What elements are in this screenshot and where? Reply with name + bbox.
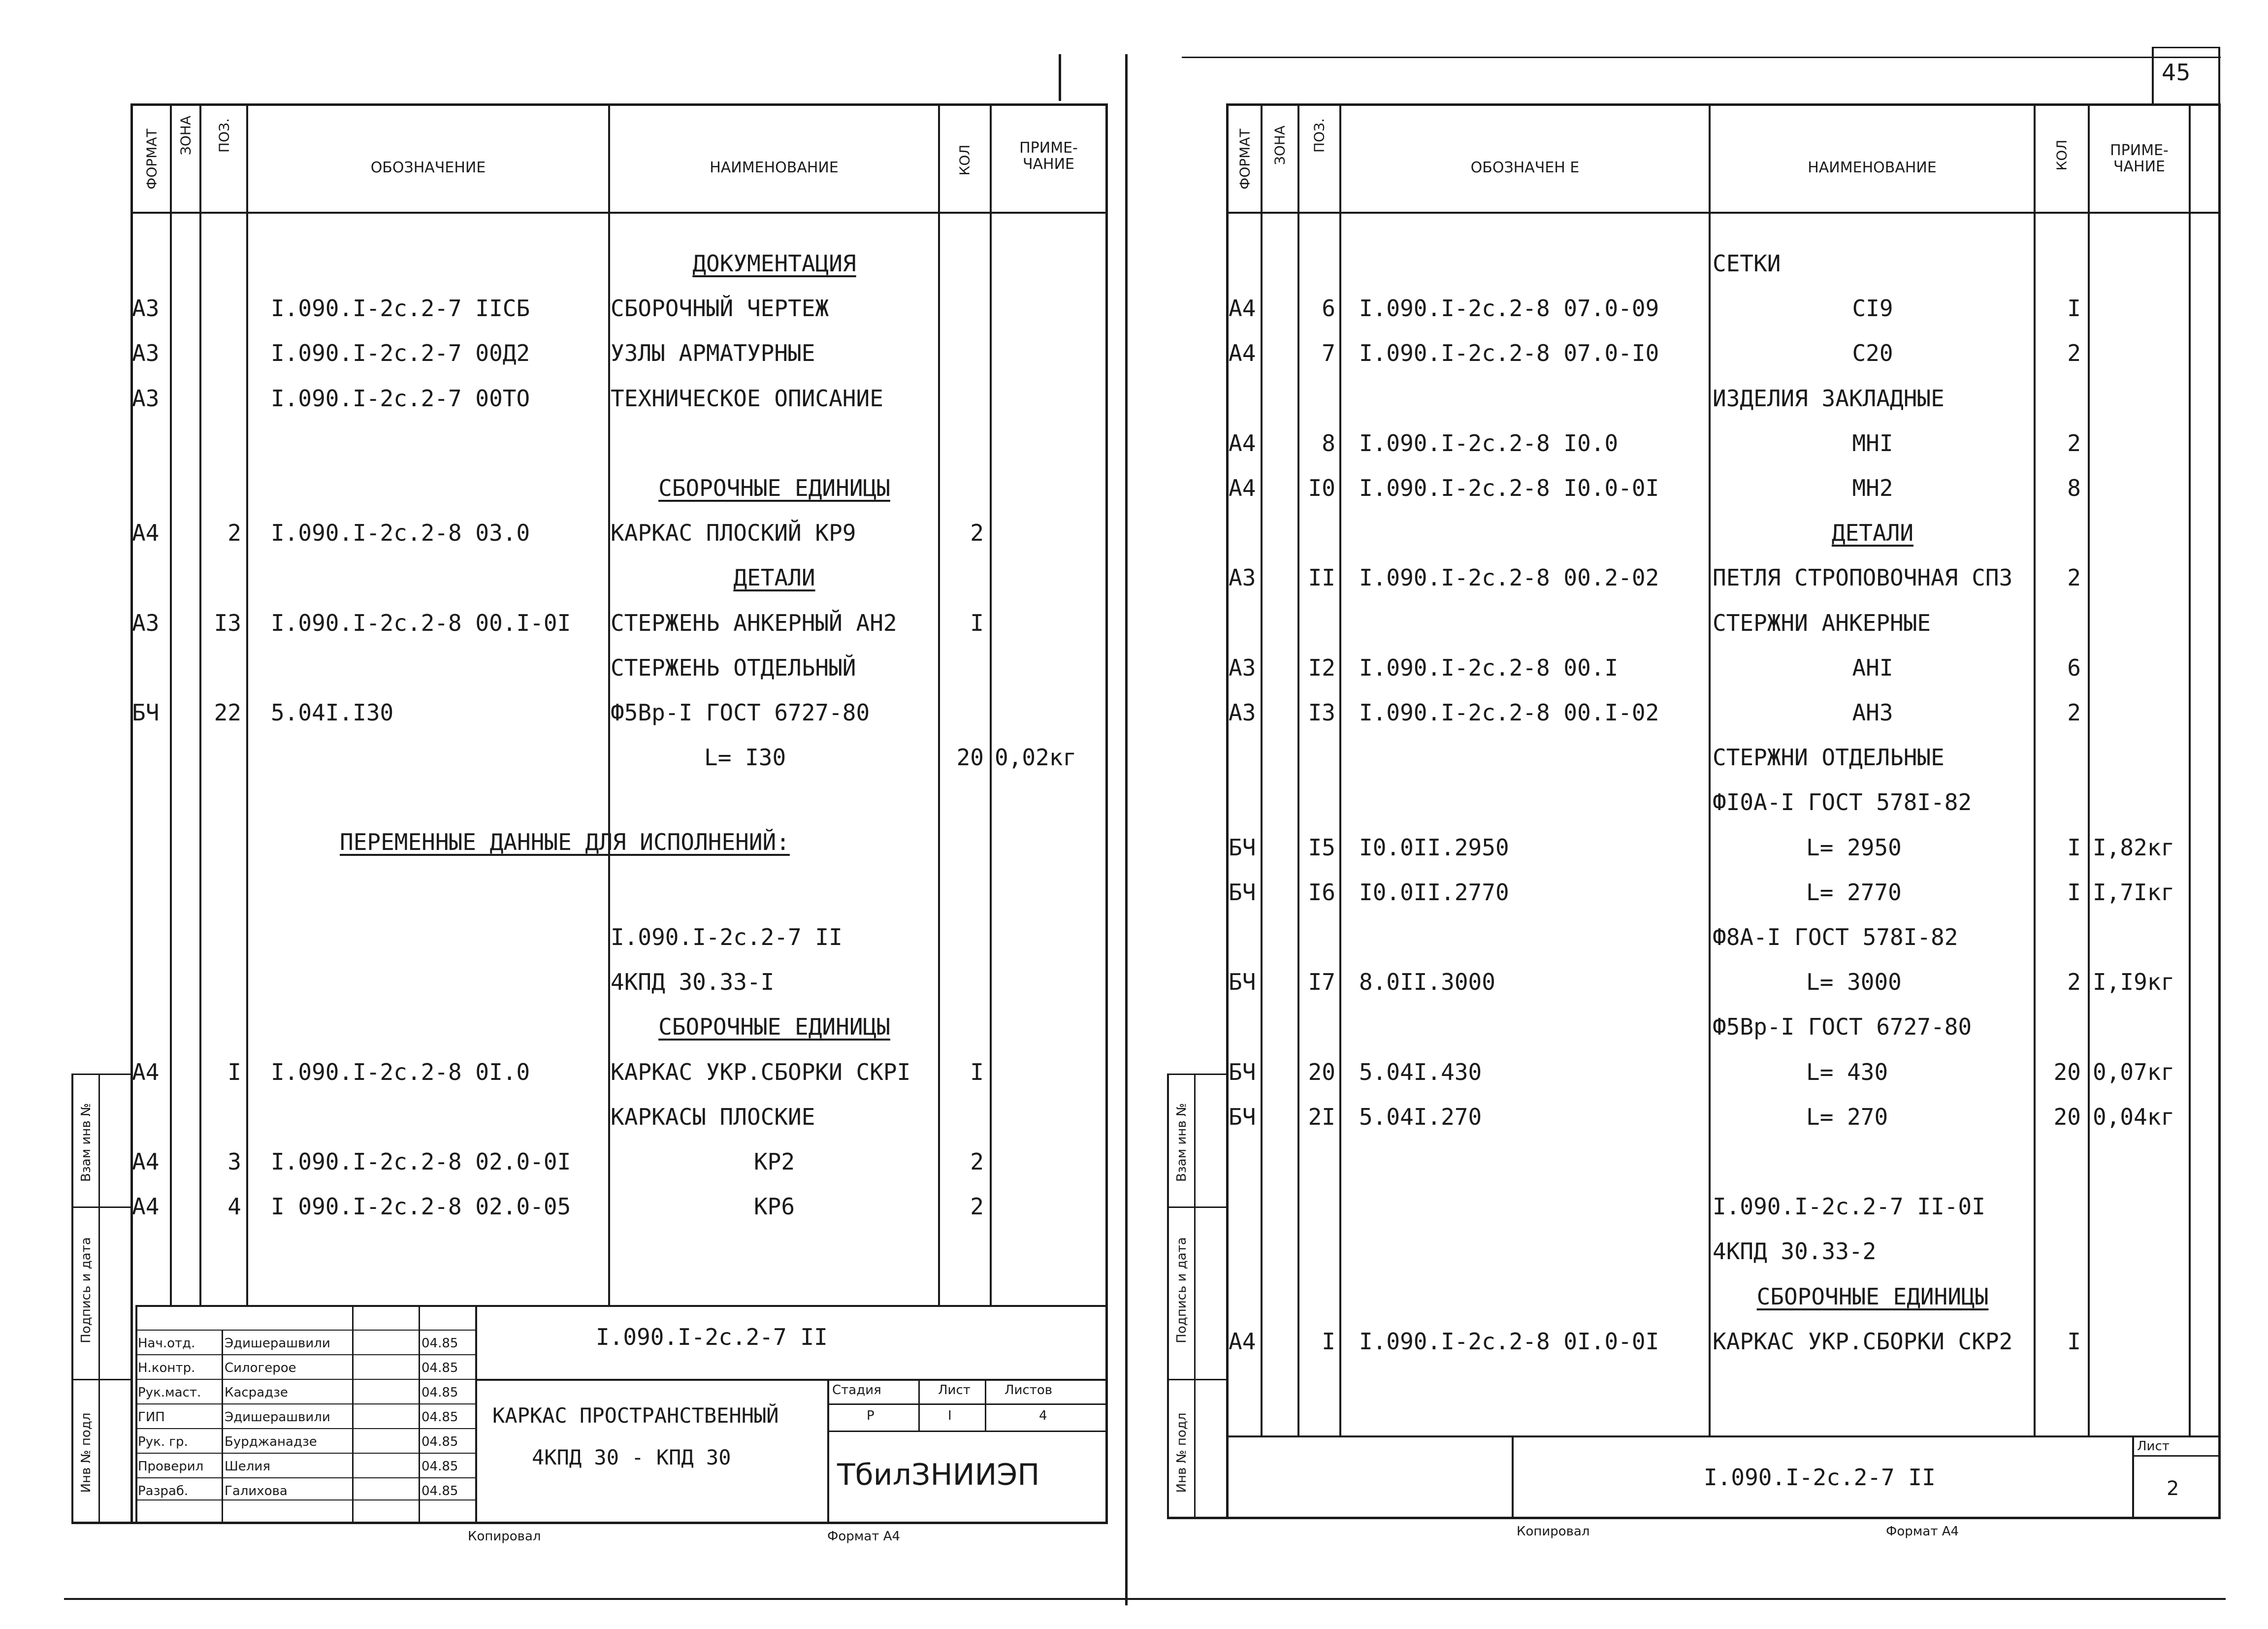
cell-qty: 8	[2067, 475, 2081, 501]
cell-name: 4КПД 30.33-I	[611, 969, 775, 996]
cell-note: 0,02кг	[995, 744, 1077, 771]
cell-designation: I 090.I-2c.2-8 02.0-05	[271, 1193, 571, 1220]
cell-designation: 5.04I.I30	[271, 699, 394, 726]
cell-name: L= I30	[704, 744, 786, 771]
cell-designation: I.090.I-2c.2-8 00.I-02	[1359, 699, 1659, 726]
cell-pos: I6	[1308, 879, 1335, 906]
cell-qty: 2	[970, 520, 984, 547]
cell-name: Ф5Вр-I ГОСТ 6727-80	[611, 699, 870, 726]
cell-name: СБОРОЧНЫЕ ЕДИНИЦЫ	[1756, 1283, 1989, 1310]
cell-designation: I.090.I-2c.2-8 I0.0-0I	[1359, 475, 1659, 501]
page-divider	[1125, 54, 1128, 1605]
cell-pos: I	[227, 1058, 241, 1085]
sheet-value: I	[948, 1408, 952, 1423]
cell-pos: 2	[227, 520, 241, 547]
cell-format: А4	[1229, 340, 1256, 367]
cell-name: 4КПД 30.33-2	[1713, 1238, 1877, 1265]
cell-pos: 6	[1322, 295, 1335, 322]
page-number: 45	[2162, 59, 2191, 86]
role-date: 04.85	[421, 1336, 458, 1351]
role-date: 04.85	[421, 1434, 458, 1449]
cell-pos: I	[1322, 1328, 1335, 1355]
cell-designation: 5.04I.270	[1359, 1103, 1482, 1130]
role-label: Рук.маст.	[138, 1385, 201, 1400]
cell-qty: 2	[2067, 969, 2081, 996]
cell-qty: 2	[2067, 564, 2081, 591]
stamp-podpis-r: Подпись и дата	[1174, 1237, 1189, 1343]
footer-copied-right: Копировал	[1517, 1524, 1590, 1539]
role-label: Рук. гр.	[138, 1434, 188, 1449]
cell-designation: I.090.I-2c.2-8 02.0-0I	[271, 1148, 571, 1175]
cell-name: СЕТКИ	[1713, 250, 1781, 277]
stamp-inv: Инв № подл	[79, 1412, 94, 1493]
cell-qty: I	[970, 1058, 984, 1085]
cell-name: ДЕТАЛИ	[733, 564, 815, 591]
cell-name: ДОКУМЕНТАЦИЯ	[692, 250, 856, 277]
cell-name: КАРКАС УКР.СБОРКИ СКРI	[611, 1058, 911, 1085]
cell-designation: I.090.I-2c.2-7 00Д2	[271, 340, 530, 367]
cell-designation: I.090.I-2c.2-8 07.0-I0	[1359, 340, 1659, 367]
cell-note: I,I9кг	[2093, 969, 2175, 996]
cell-qty: 2	[970, 1193, 984, 1220]
role-label: Разраб.	[138, 1484, 189, 1499]
cell-name: ИЗДЕЛИЯ ЗАКЛАДНЫЕ	[1713, 385, 1944, 412]
right-doc-code: I.090.I-2c.2-7 II	[1704, 1464, 1936, 1491]
cell-pos: I3	[1308, 699, 1335, 726]
header-note-r-1: ПРИМЕ-	[2110, 142, 2169, 159]
cell-format: А3	[132, 385, 160, 412]
role-name: Эдишерашвили	[225, 1336, 330, 1351]
cell-pos: 20	[1308, 1058, 1335, 1085]
variable-data-title: ПЕРЕМЕННЫЕ ДАННЫЕ ДЛЯ ИСПОЛНЕНИЙ:	[340, 829, 790, 855]
cell-qty: 2	[2067, 340, 2081, 367]
role-date: 04.85	[421, 1459, 458, 1474]
cell-designation: I.090.I-2c.2-8 00.I-0I	[271, 609, 571, 636]
cell-name: ДЕТАЛИ	[1831, 520, 1914, 547]
cell-designation: I.090.I-2c.2-8 00.I	[1359, 654, 1619, 681]
cell-format: БЧ	[1229, 1103, 1256, 1130]
cell-name: Ф5Вр-I ГОСТ 6727-80	[1713, 1013, 1972, 1041]
cell-format: А4	[1229, 429, 1256, 456]
cell-name: С20	[1852, 340, 1893, 367]
cell-qty: I	[2067, 834, 2081, 861]
cell-pos: 4	[227, 1193, 241, 1220]
stage-value: Р	[867, 1408, 875, 1423]
cell-pos: 3	[227, 1148, 241, 1175]
cell-name: СБОРОЧНЫЕ ЕДИНИЦЫ	[658, 1013, 890, 1041]
cell-pos: I3	[214, 609, 241, 636]
cell-format: БЧ	[132, 699, 160, 726]
cell-qty: 20	[2053, 1058, 2081, 1085]
role-name: Касрадзе	[225, 1385, 288, 1400]
header-designation-r: ОБОЗНАЧЕН Е	[1470, 159, 1580, 176]
cell-name: I.090.I-2c.2-7 II-0I	[1713, 1193, 1985, 1220]
cell-qty: 6	[2067, 654, 2081, 681]
cell-qty: I	[970, 609, 984, 636]
cell-name: КР2	[753, 1148, 795, 1175]
header-name: НАИМЕНОВАНИЕ	[710, 159, 839, 176]
cell-designation: I.090.I-2c.2-8 00.2-02	[1359, 564, 1659, 591]
cell-format: БЧ	[1229, 969, 1256, 996]
cell-name: ТЕХНИЧЕСКОЕ ОПИСАНИЕ	[611, 385, 883, 412]
cell-format: А3	[132, 609, 160, 636]
stamp-vzam: Взам инв №	[79, 1103, 94, 1182]
cell-name: АНI	[1852, 654, 1893, 681]
cell-format: А4	[132, 1058, 160, 1085]
header-note-1: ПРИМЕ-	[1019, 139, 1078, 157]
cell-format: А4	[1229, 1328, 1256, 1355]
cell-format: А4	[132, 520, 160, 547]
cell-format: А4	[132, 1193, 160, 1220]
cell-name: СI9	[1852, 295, 1893, 322]
cell-pos: I2	[1308, 654, 1335, 681]
cell-note: 0,07кг	[2093, 1058, 2175, 1085]
cell-note: 0,04кг	[2093, 1103, 2175, 1130]
cell-name: СБОРОЧНЫЙ ЧЕРТЕЖ	[611, 295, 829, 322]
cell-name: МН2	[1852, 475, 1893, 501]
cell-note: I,82кг	[2093, 834, 2175, 861]
header-format-r: ФОРМАТ	[1236, 129, 1253, 190]
cell-name: СТЕРЖЕНЬ АНКЕРНЫЙ АН2	[611, 609, 897, 636]
cell-format: БЧ	[1229, 1058, 1256, 1085]
binding-tick	[1059, 54, 1061, 101]
cell-pos: 8	[1322, 429, 1335, 456]
cell-name: L= 2950	[1806, 834, 1902, 861]
cell-name: L= 270	[1806, 1103, 1888, 1130]
role-name: Эдишерашвили	[225, 1410, 330, 1425]
header-note-r-2: ЧАНИЕ	[2113, 158, 2166, 175]
sheets-value: 4	[1039, 1408, 1047, 1423]
cell-designation: I.090.I-2c.2-8 03.0	[271, 520, 530, 547]
header-zone-r: ЗОНА	[1271, 125, 1288, 165]
cell-name: КАРКАС УКР.СБОРКИ СКР2	[1713, 1328, 2013, 1355]
cell-designation: 8.0II.3000	[1359, 969, 1495, 996]
footer-format-left: Формат А4	[827, 1529, 901, 1544]
cell-pos: I0	[1308, 475, 1335, 501]
cell-format: А4	[1229, 475, 1256, 501]
cell-name: L= 2770	[1806, 879, 1902, 906]
header-format: ФОРМАТ	[143, 129, 160, 190]
header-name-r: НАИМЕНОВАНИЕ	[1808, 159, 1937, 176]
bottom-rule	[64, 1598, 2226, 1600]
cell-qty: 20	[956, 744, 984, 771]
cell-name: СТЕРЖЕНЬ ОТДЕЛЬНЫЙ	[611, 654, 856, 681]
cell-designation: I.090.I-2c.2-7 00ТО	[271, 385, 530, 412]
cell-name: УЗЛЫ АРМАТУРНЫЕ	[611, 340, 815, 367]
cell-pos: 22	[214, 699, 241, 726]
header-note-2: ЧАНИЕ	[1022, 156, 1075, 173]
cell-name: КАРКАСЫ ПЛОСКИЕ	[611, 1103, 815, 1130]
cell-format: А3	[1229, 564, 1256, 591]
header-zone: ЗОНА	[177, 115, 194, 156]
header-pos-r: ПОЗ.	[1311, 118, 1328, 153]
role-label: Н.контр.	[138, 1361, 195, 1375]
cell-name: АН3	[1852, 699, 1893, 726]
cell-name: ФI0А-I ГОСТ 578I-82	[1713, 789, 1972, 816]
cell-designation: I0.0II.2950	[1359, 834, 1509, 861]
cell-qty: I	[2067, 1328, 2081, 1355]
header-qty-r: КОЛ	[2053, 139, 2070, 171]
cell-format: А4	[132, 1148, 160, 1175]
role-label: Нач.отд.	[138, 1336, 195, 1351]
sheet-label: Лист	[938, 1383, 971, 1398]
cell-pos: I5	[1308, 834, 1335, 861]
footer-format-right: Формат А4	[1886, 1524, 1959, 1539]
cell-name: КР6	[753, 1193, 795, 1220]
doc-code: I.090.I-2c.2-7 II	[596, 1324, 828, 1350]
header-qty: КОЛ	[956, 144, 973, 176]
role-name: Бурджанадзе	[225, 1434, 317, 1449]
cell-format: А4	[1229, 295, 1256, 322]
cell-name: I.090.I-2c.2-7 II	[611, 924, 842, 950]
cell-name: МНI	[1852, 429, 1893, 456]
cell-qty: 20	[2053, 1103, 2081, 1130]
cell-designation: I.090.I-2c.2-8 0I.0	[271, 1058, 530, 1085]
role-name: Галихова	[225, 1484, 288, 1499]
cell-format: А3	[132, 295, 160, 322]
stage-label: Стадия	[832, 1383, 881, 1398]
cell-designation: I.090.I-2c.2-8 07.0-09	[1359, 295, 1659, 322]
cell-pos: 2I	[1308, 1103, 1335, 1130]
cell-qty: 2	[970, 1148, 984, 1175]
role-name: Шелия	[225, 1459, 270, 1474]
role-label: ГИП	[138, 1410, 165, 1425]
sheets-label: Листов	[1004, 1383, 1053, 1398]
cell-qty: I	[2067, 295, 2081, 322]
cell-designation: I.090.I-2c.2-8 I0.0	[1359, 429, 1619, 456]
cell-format: БЧ	[1229, 879, 1256, 906]
cell-format: А3	[1229, 699, 1256, 726]
cell-name: L= 3000	[1806, 969, 1902, 996]
cell-pos: 7	[1322, 340, 1335, 367]
cell-note: I,7Iкг	[2093, 879, 2175, 906]
cell-name: СТЕРЖНИ АНКЕРНЫЕ	[1713, 609, 1931, 636]
role-date: 04.85	[421, 1385, 458, 1400]
stamp-inv-r: Инв № подл	[1174, 1412, 1189, 1493]
cell-pos: I7	[1308, 969, 1335, 996]
cell-name: КАРКАС ПЛОСКИЙ КР9	[611, 520, 856, 547]
organization-name: ТбилЗНИИЭП	[837, 1458, 1040, 1492]
cell-designation: I.090.I-2c.2-7 IIСБ	[271, 295, 530, 322]
cell-format: А3	[132, 340, 160, 367]
cell-name: СБОРОЧНЫЕ ЕДИНИЦЫ	[658, 475, 890, 501]
header-designation: ОБОЗНАЧЕНИЕ	[370, 159, 486, 176]
cell-name: L= 430	[1806, 1058, 1888, 1085]
drawing-title-1: КАРКАС ПРОСТРАНСТВЕННЫЙ	[492, 1403, 779, 1428]
drawing-title-2: 4КПД 30 - КПД 30	[532, 1445, 731, 1469]
cell-qty: 2	[2067, 699, 2081, 726]
header-pos: ПОЗ.	[216, 118, 232, 153]
cell-qty: 2	[2067, 429, 2081, 456]
cell-name: Ф8А-I ГОСТ 578I-82	[1713, 924, 1958, 950]
footer-copied-left: Копировал	[468, 1529, 541, 1544]
cell-format: БЧ	[1229, 834, 1256, 861]
cell-designation: 5.04I.430	[1359, 1058, 1482, 1085]
stamp-podpis: Подпись и дата	[79, 1237, 94, 1343]
cell-format: А3	[1229, 654, 1256, 681]
right-sheet-value: 2	[2167, 1477, 2179, 1500]
right-sheet-label: Лист	[2137, 1439, 2170, 1454]
role-label: Проверил	[138, 1459, 204, 1474]
cell-qty: I	[2067, 879, 2081, 906]
cell-name: СТЕРЖНИ ОТДЕЛЬНЫЕ	[1713, 744, 1944, 771]
cell-designation: I0.0II.2770	[1359, 879, 1509, 906]
role-date: 04.85	[421, 1484, 458, 1499]
stamp-vzam-r: Взам инв №	[1174, 1103, 1189, 1182]
cell-name: ПЕТЛЯ СТРОПОВОЧНАЯ СП3	[1713, 564, 2013, 591]
role-date: 04.85	[421, 1361, 458, 1375]
cell-designation: I.090.I-2c.2-8 0I.0-0I	[1359, 1328, 1659, 1355]
cell-pos: II	[1308, 564, 1335, 591]
role-date: 04.85	[421, 1410, 458, 1425]
role-name: Силогерое	[225, 1361, 296, 1375]
